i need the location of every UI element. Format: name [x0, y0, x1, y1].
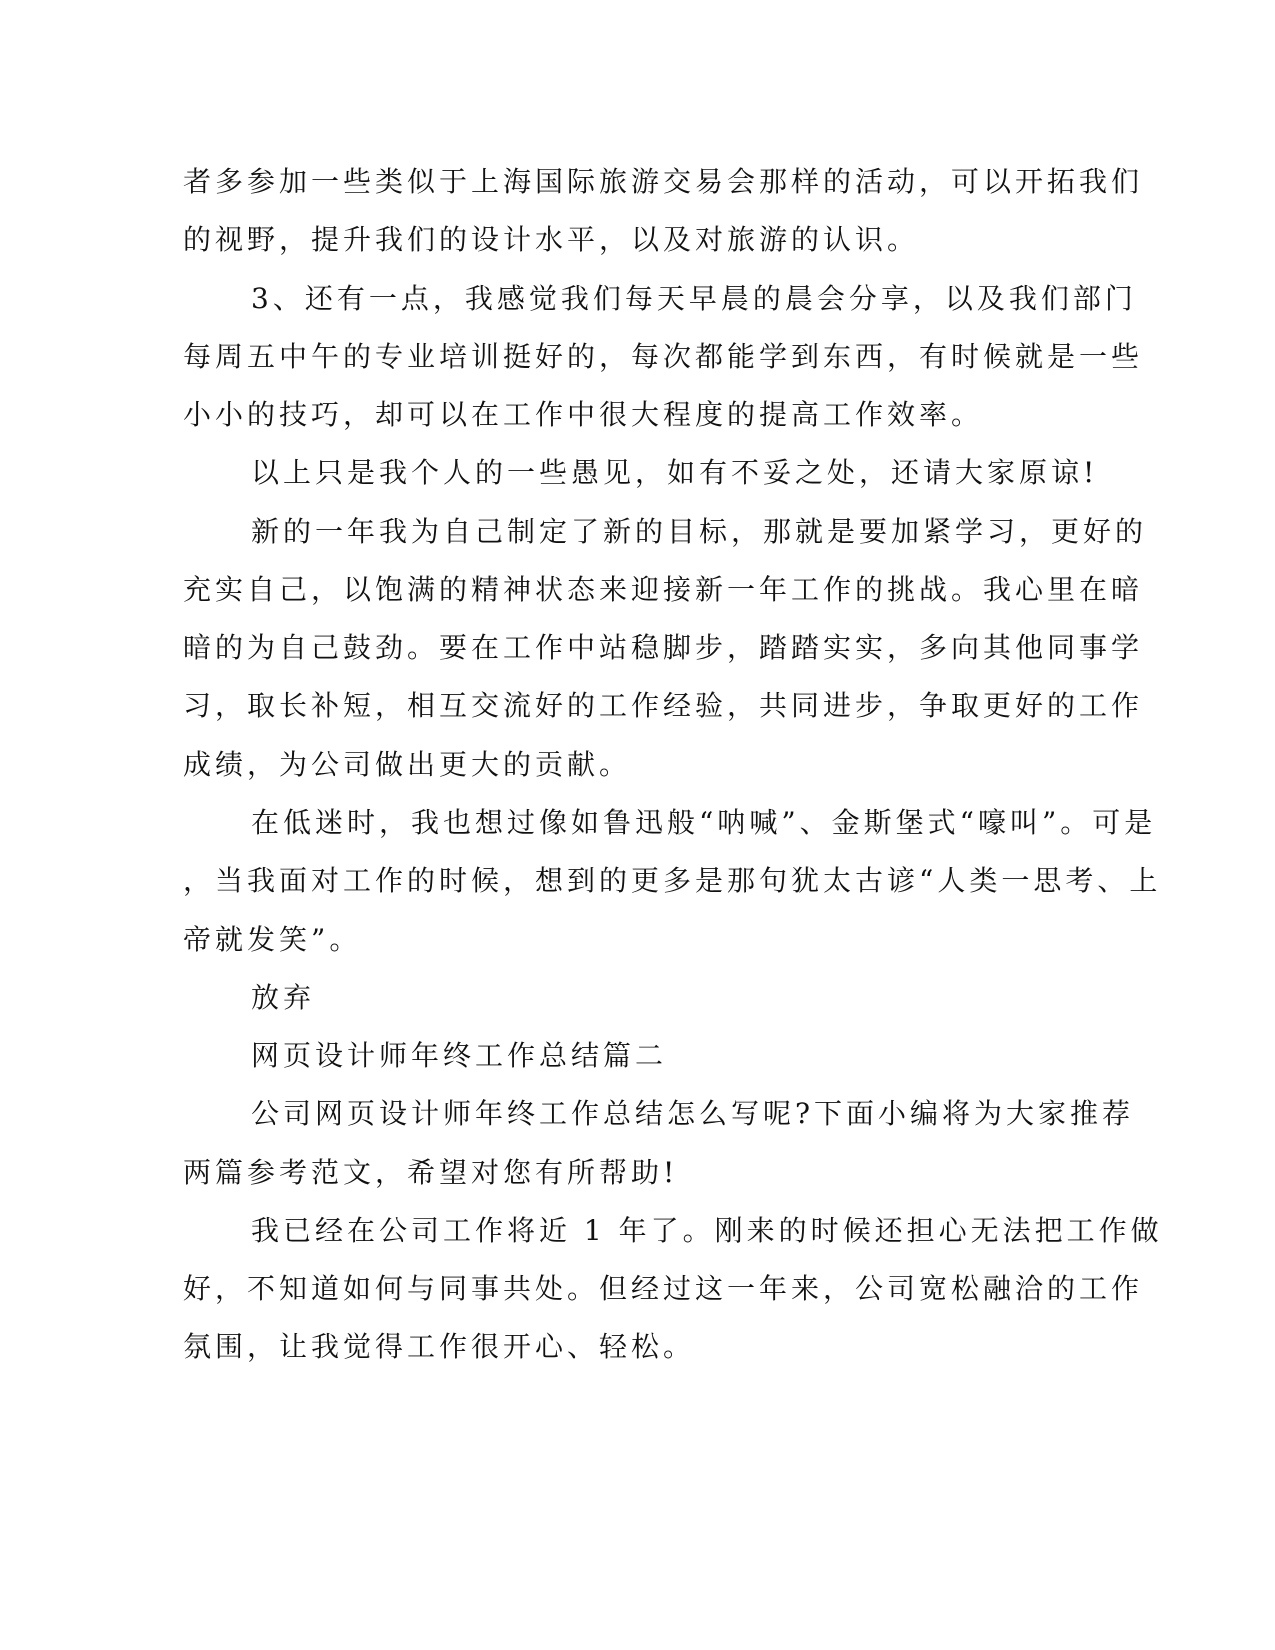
text-line: 我已经在公司工作将近 1 年了。刚来的时候还担心无法把工作做 [251, 1214, 1163, 1247]
text-line: 公司网页设计师年终工作总结怎么写呢?下面小编将为大家推荐 [251, 1097, 1135, 1130]
text-line: 两篇参考范文，希望对您有所帮助! [183, 1156, 679, 1189]
text-line: 放弃 [251, 981, 316, 1014]
text-line: 充实自己，以饱满的精神状态来迎接新一年工作的挑战。我心里在暗 [183, 573, 1144, 606]
text-line: 3、还有一点，我感觉我们每天早晨的晨会分享，以及我们部门 [251, 282, 1137, 315]
text-line: 成绩，为公司做出更大的贡献。 [183, 748, 632, 781]
text-line: 暗的为自己鼓劲。要在工作中站稳脚步，踏踏实实，多向其他同事学 [183, 631, 1144, 664]
text-line: 以上只是我个人的一些愚见，如有不妥之处，还请大家原谅! [251, 456, 1099, 489]
text-line: ，当我面对工作的时候，想到的更多是那句犹太古谚“人类一思考、上 [183, 864, 1162, 897]
text-line: 帝就发笑”。 [183, 923, 362, 956]
text-line: 每周五中午的专业培训挺好的，每次都能学到东西，有时候就是一些 [183, 340, 1144, 373]
text-line: 的视野，提升我们的设计水平，以及对旅游的认识。 [183, 223, 920, 256]
text-line: 好，不知道如何与同事共处。但经过这一年来，公司宽松融洽的工作 [183, 1272, 1144, 1305]
text-line: 氛围，让我觉得工作很开心、轻松。 [183, 1330, 696, 1363]
text-line: 网页设计师年终工作总结篇二 [251, 1039, 668, 1072]
text-line: 小小的技巧，却可以在工作中很大程度的提高工作效率。 [183, 398, 984, 431]
text-line: 新的一年我为自己制定了新的目标，那就是要加紧学习，更好的 [251, 515, 1148, 548]
text-line: 习，取长补短，相互交流好的工作经验，共同进步，争取更好的工作 [183, 689, 1144, 722]
text-line: 在低迷时，我也想过像如鲁迅般“呐喊”、金斯堡式“嚎叫”。可是 [251, 806, 1157, 839]
text-line: 者多参加一些类似于上海国际旅游交易会那样的活动，可以开拓我们 [183, 165, 1144, 198]
